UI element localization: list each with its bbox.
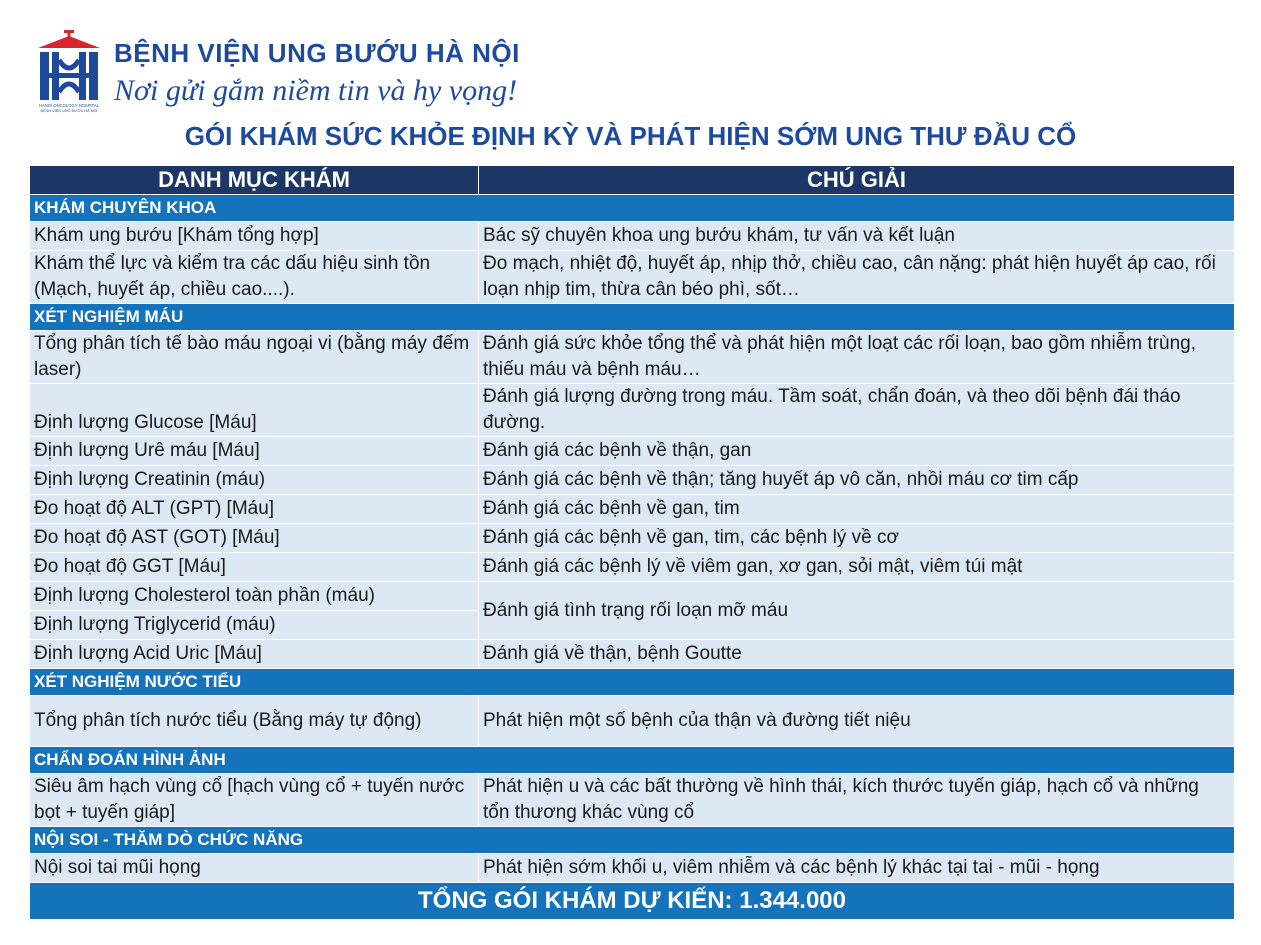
row-note: Đánh giá các bệnh về thận; tăng huyết áp vô căn, nhồi máu cơ tim cấp — [479, 466, 1235, 495]
section-row — [30, 304, 1235, 331]
package-table — [29, 165, 1235, 920]
section-row — [30, 747, 1235, 774]
row-item: Tổng phân tích nước tiểu (Bằng máy tự động) — [30, 696, 479, 747]
row-item: Định lượng Cholesterol toàn phần (máu) — [30, 582, 479, 611]
row-note: Đo mạch, nhiệt độ, huyết áp, nhịp thở, chiều cao, cân nặng: phát hiện huyết áp cao, rối loạn nhịp tim, thừa cân béo phì, sốt… — [479, 251, 1235, 304]
row-item: Định lượng Acid Uric [Máu] — [30, 640, 479, 669]
row-note: Phát hiện sớm khối u, viêm nhiễm và các bệnh lý khác tại tai - mũi - họng — [479, 854, 1235, 883]
table-header-row — [30, 166, 1235, 195]
hospital-header — [36, 30, 596, 120]
table-row — [30, 854, 1235, 883]
hospital-name: BỆNH VIỆN UNG BƯỚU HÀ NỘI — [114, 38, 520, 68]
table-row — [30, 774, 1235, 827]
section-imaging: CHẨN ĐOÁN HÌNH ẢNH — [30, 747, 1235, 774]
section-blood-tests: XÉT NGHIỆM MÁU — [30, 304, 1235, 331]
row-item: Đo hoạt độ GGT [Máu] — [30, 553, 479, 582]
row-note: Đánh giá tình trạng rối loạn mỡ máu — [479, 582, 1235, 640]
table-row — [30, 222, 1235, 251]
table-row — [30, 437, 1235, 466]
row-note: Đánh giá lượng đường trong máu. Tầm soát, chẩn đoán, và theo dõi bệnh đái tháo đường. — [479, 384, 1235, 437]
section-specialist-exam: KHÁM CHUYÊN KHOA — [30, 195, 1235, 222]
row-note: Đánh giá về thận, bệnh Goutte — [479, 640, 1235, 669]
row-item: Siêu âm hạch vùng cổ [hạch vùng cổ + tuyến nước bọt + tuyến giáp] — [30, 774, 479, 827]
table-row — [30, 524, 1235, 553]
row-item: Định lượng Creatinin (máu) — [30, 466, 479, 495]
row-item: Định lượng Urê máu [Máu] — [30, 437, 479, 466]
table-row — [30, 331, 1235, 384]
table-row — [30, 696, 1235, 747]
row-item: Đo hoạt độ ALT (GPT) [Máu] — [30, 495, 479, 524]
section-row — [30, 827, 1235, 854]
row-item: Tổng phân tích tế bào máu ngoại vi (bằng máy đếm laser) — [30, 331, 479, 384]
total-price: TỔNG GÓI KHÁM DỰ KIẾN: 1.344.000 — [30, 883, 1235, 920]
table-row — [30, 466, 1235, 495]
svg-text:HANOI ONCOLOGY HOSPITAL: HANOI ONCOLOGY HOSPITAL — [38, 103, 100, 108]
row-note: Đánh giá các bệnh về gan, tim, các bệnh lý về cơ — [479, 524, 1235, 553]
table-row — [30, 384, 1235, 437]
column-header-items: DANH MỤC KHÁM — [30, 166, 479, 195]
svg-text:BỆNH VIỆN UNG BƯỚU HÀ NỘI: BỆNH VIỆN UNG BƯỚU HÀ NỘI — [40, 109, 98, 113]
row-note: Đánh giá các bệnh về thận, gan — [479, 437, 1235, 466]
table-row — [30, 495, 1235, 524]
table-row — [30, 251, 1235, 304]
page-title: GÓI KHÁM SỨC KHỎE ĐỊNH KỲ VÀ PHÁT HIỆN SỚM UNG THƯ ĐẦU CỔ — [184, 121, 1077, 151]
row-note: Đánh giá các bệnh lý về viêm gan, xơ gan, sỏi mật, viêm túi mật — [479, 553, 1235, 582]
hospital-slogan: Nơi gửi gắm niềm tin và hy vọng! — [114, 74, 518, 107]
row-note: Phát hiện u và các bất thường về hình thái, kích thước tuyến giáp, hạch cổ và những tổn thương khác vùng cổ — [479, 774, 1235, 827]
row-note: Phát hiện một số bệnh của thận và đường tiết niệu — [479, 696, 1235, 747]
hospital-logo-icon — [36, 30, 102, 114]
table-row — [30, 553, 1235, 582]
total-row — [30, 883, 1235, 920]
section-row — [30, 195, 1235, 222]
row-note: Đánh giá sức khỏe tổng thể và phát hiện một loạt các rối loạn, bao gồm nhiễm trùng, thiếu máu và bệnh máu… — [479, 331, 1235, 384]
row-note: Bác sỹ chuyên khoa ung bướu khám, tư vấn và kết luận — [479, 222, 1235, 251]
section-row — [30, 669, 1235, 696]
column-header-notes: CHÚ GIẢI — [479, 166, 1235, 195]
row-item: Nội soi tai mũi họng — [30, 854, 479, 883]
row-note: Đánh giá các bệnh về gan, tim — [479, 495, 1235, 524]
row-item: Khám ung bướu [Khám tổng hợp] — [30, 222, 479, 251]
row-item: Định lượng Glucose [Máu] — [30, 384, 479, 437]
section-urine-tests: XÉT NGHIỆM NƯỚC TIỂU — [30, 669, 1235, 696]
table-row — [30, 640, 1235, 669]
section-endoscopy: NỘI SOI - THĂM DÒ CHỨC NĂNG — [30, 827, 1235, 854]
row-item: Khám thể lực và kiểm tra các dấu hiệu sinh tồn (Mạch, huyết áp, chiều cao....). — [30, 251, 479, 304]
row-item: Định lượng Triglycerid (máu) — [30, 611, 479, 640]
table-row — [30, 582, 1235, 611]
row-item: Đo hoạt độ AST (GOT) [Máu] — [30, 524, 479, 553]
